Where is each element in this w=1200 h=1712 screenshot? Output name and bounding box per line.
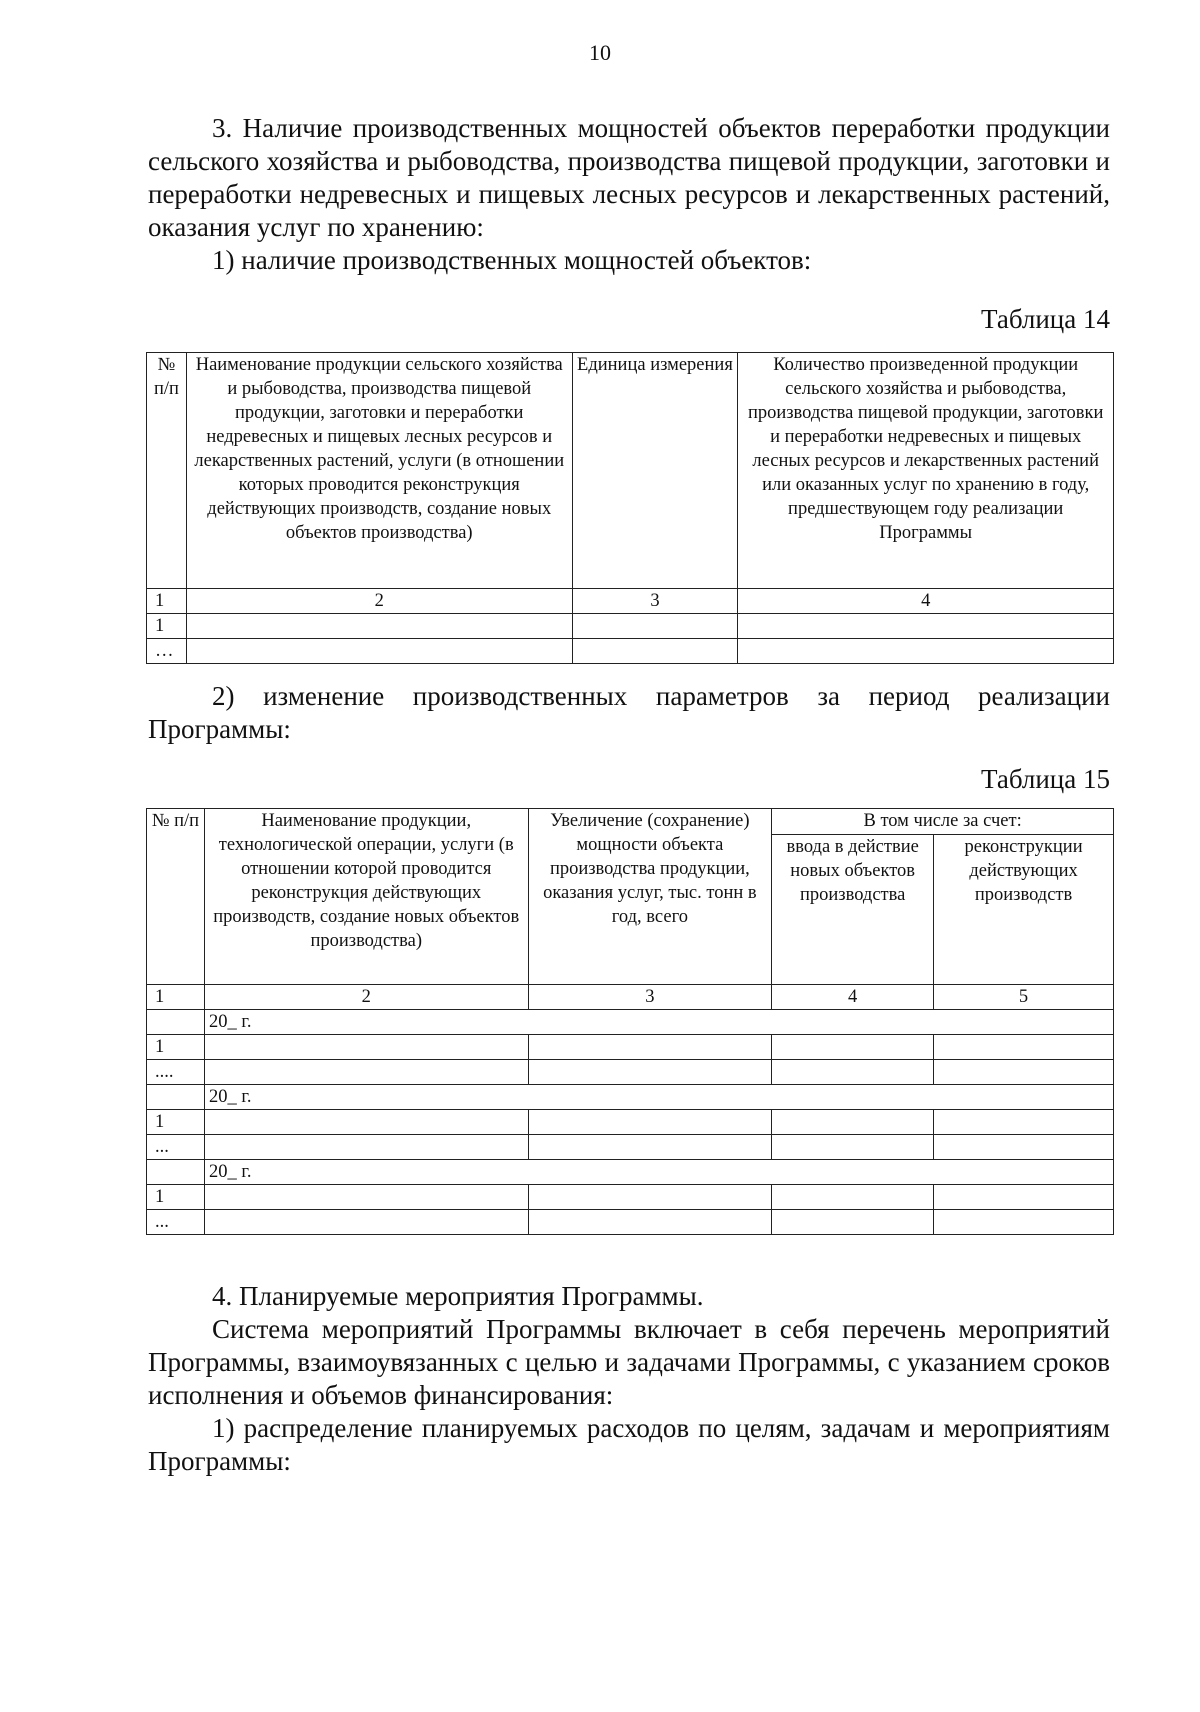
table-cell: 1 <box>147 614 187 639</box>
table-cell <box>934 1060 1114 1085</box>
year-label: 20_ г. <box>204 1160 1113 1185</box>
table-year-row <box>147 1160 1114 1185</box>
table-row <box>147 1035 1114 1060</box>
table-row <box>147 614 1114 639</box>
table-cell: 2 <box>204 985 528 1010</box>
table-row <box>147 1210 1114 1235</box>
table-15-header-reconstruction: реконструкции действующих производств <box>934 835 1114 985</box>
table-cell <box>934 1210 1114 1235</box>
table-cell: 1 <box>147 1185 205 1210</box>
table-cell <box>147 1010 205 1035</box>
table-14-caption: Таблица 14 <box>981 304 1110 334</box>
table-14-header-name: Наименование продукции сельского хозяйства и рыбоводства, производства пищевой продукции, заготовки и переработки недревесных и пищевых лесных ресурсов и лекарственных растений, услуги (в отношении которых проводится реконструкция действующих производств, создание новых объектов производства) <box>186 353 572 589</box>
table-cell <box>934 1110 1114 1135</box>
table-cell: .... <box>147 1060 205 1085</box>
table-14 <box>146 352 1114 664</box>
table-cell <box>147 1160 205 1185</box>
year-label: 20_ г. <box>204 1010 1113 1035</box>
table-cell <box>738 639 1114 664</box>
table-cell <box>528 1210 772 1235</box>
table-15-index-row <box>147 985 1114 1010</box>
table-15-header-new-objects: ввода в действие новых объектов производства <box>772 835 934 985</box>
table-cell: 1 <box>147 1110 205 1135</box>
table-15-header-increase: Увеличение (сохранение) мощности объекта производства продукции, оказания услуг, тыс. тонн в год, всего <box>528 809 772 985</box>
table-cell <box>528 1185 772 1210</box>
table-15-caption: Таблица 15 <box>981 764 1110 794</box>
table-cell: … <box>147 639 187 664</box>
table-cell <box>204 1060 528 1085</box>
table-15-header-num: № п/п <box>147 809 205 985</box>
table-year-row <box>147 1010 1114 1035</box>
table-cell <box>528 1035 772 1060</box>
table-14-header-row <box>147 353 1114 589</box>
table-cell <box>204 1210 528 1235</box>
table-15-header-row <box>147 809 1114 835</box>
table-row <box>147 1135 1114 1160</box>
table-cell: 4 <box>738 589 1114 614</box>
section-3-heading: 3. Наличие производственных мощностей объектов переработки продукции сельского хозяйства и рыбоводства, производства пищевой продукции, заготовки и переработки недревесных и пищевых лесных ресурсов и лекарственных растений, оказания услуг по хранению: <box>148 113 1110 242</box>
table-14-header-unit: Единица измерения <box>572 353 738 589</box>
table-cell <box>772 1110 934 1135</box>
page-number: 10 <box>589 40 611 65</box>
table-cell <box>572 614 738 639</box>
table-cell <box>934 1135 1114 1160</box>
table-cell <box>772 1035 934 1060</box>
table-cell <box>772 1135 934 1160</box>
table-row <box>147 639 1114 664</box>
table-cell: 1 <box>147 1035 205 1060</box>
table-14-header-num: № п/п <box>147 353 187 589</box>
table-cell <box>772 1185 934 1210</box>
table-cell <box>934 1035 1114 1060</box>
table-cell: 3 <box>572 589 738 614</box>
table-cell: ... <box>147 1210 205 1235</box>
table-year-row <box>147 1085 1114 1110</box>
table-cell <box>528 1060 772 1085</box>
table-cell <box>772 1210 934 1235</box>
section-4-body: Система мероприятий Программы включает в себя перечень мероприятий Программы, взаимоувязанных с целью и задачами Программы, с указанием сроков исполнения и объемов финансирования: <box>148 1314 1110 1410</box>
table-14-header-quantity: Количество произведенной продукции сельского хозяйства и рыбоводства, производства пищевой продукции, заготовки и переработки недревесных и пищевых лесных ресурсов и лекарственных растений или оказанных услуг по хранению в году, предшествующем году реализации Программы <box>738 353 1114 589</box>
table-15-header-including: В том числе за счет: <box>772 809 1114 835</box>
table-cell <box>528 1110 772 1135</box>
table-cell <box>528 1135 772 1160</box>
section-4-item-1: 1) распределение планируемых расходов по целям, задачам и мероприятиям Программы: <box>148 1413 1110 1476</box>
table-cell <box>772 1060 934 1085</box>
table-cell: 5 <box>934 985 1114 1010</box>
table-cell <box>147 1085 205 1110</box>
section-3-item-1: 1) наличие производственных мощностей объектов: <box>212 245 812 275</box>
table-cell <box>204 1185 528 1210</box>
section-4-heading: 4. Планируемые мероприятия Программы. <box>212 1281 704 1311</box>
table-row <box>147 1060 1114 1085</box>
table-row <box>147 1185 1114 1210</box>
table-cell: 4 <box>772 985 934 1010</box>
table-cell: 1 <box>147 985 205 1010</box>
table-cell <box>186 639 572 664</box>
table-cell: ... <box>147 1135 205 1160</box>
table-cell <box>204 1035 528 1060</box>
table-cell: 2 <box>186 589 572 614</box>
section-3-item-2: 2) изменение производственных параметров за период реализации Программы: <box>148 681 1110 744</box>
table-15-header-name: Наименование продукции, технологической операции, услуги (в отношении которой проводится реконструкция действующих производств, создание новых объектов производства) <box>204 809 528 985</box>
table-15 <box>146 808 1114 1235</box>
table-cell: 1 <box>147 589 187 614</box>
table-cell <box>572 639 738 664</box>
table-row <box>147 1110 1114 1135</box>
table-cell <box>204 1110 528 1135</box>
table-14-index-row <box>147 589 1114 614</box>
table-cell <box>186 614 572 639</box>
table-cell <box>738 614 1114 639</box>
table-cell <box>204 1135 528 1160</box>
table-cell <box>934 1185 1114 1210</box>
year-label: 20_ г. <box>204 1085 1113 1110</box>
table-cell: 3 <box>528 985 772 1010</box>
